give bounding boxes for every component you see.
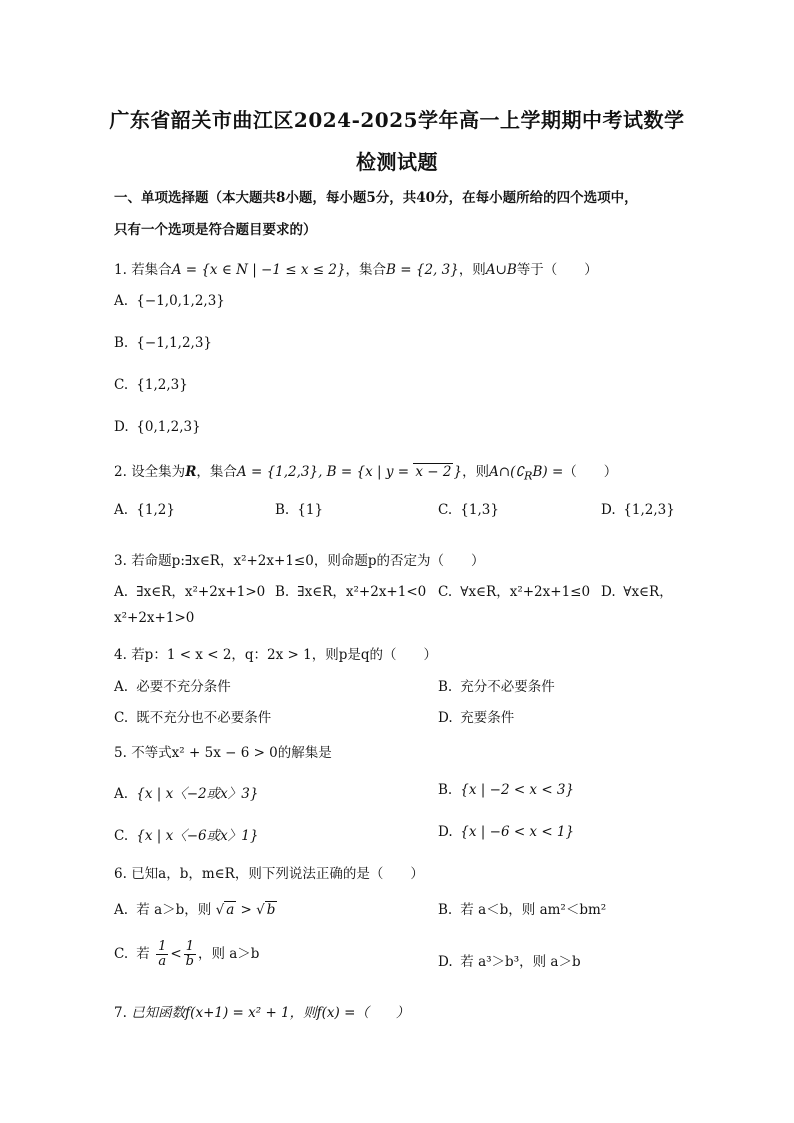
question-number: 2. — [114, 464, 127, 480]
q3-option-c[interactable]: C. ∀x∈R，x²+2x+1≤0 — [438, 584, 591, 600]
q4-option-b[interactable]: B. 充分不必要条件 — [438, 679, 555, 695]
question-number: 1. — [114, 262, 127, 278]
q1-option-d[interactable]: D. {0,1,2,3} — [114, 419, 201, 435]
q2-option-a[interactable]: A. {1,2} — [114, 502, 175, 518]
sqrt-expr: x − 2 — [415, 464, 452, 480]
question-7: 7. 已知函数f(x+1) = x² + 1，则f(x) =（ ） — [114, 1005, 410, 1021]
q6-option-b[interactable]: B. 若 a＜b，则 am²＜bm² — [438, 902, 607, 918]
q5-option-a[interactable]: A. {x | x〈−2或x〉3} — [114, 786, 259, 802]
question-2: 2. 设全集为R，集合A = {1,2,3}, B = {x | y = x − 2 }，则$A\cap(∁_RB)$ =（ ） — [114, 464, 618, 483]
q6-option-c[interactable]: C. 若 $\frac{1}{a}$ < $\frac{1}{b}$ ，则 a＞b — [114, 939, 260, 969]
q6-option-a[interactable]: A. 若 a＞b，则 √ a > √ b — [114, 902, 276, 918]
question-6: 6. 已知a，b，m∈R，则下列说法正确的是（ ） — [114, 866, 424, 882]
q5-option-c[interactable]: C. {x | x〈−6或x〉1} — [114, 828, 259, 844]
complement-expr: $A\cap(∁_RB)$ = — [489, 464, 564, 483]
question-number: 5. — [114, 745, 127, 761]
question-1: 1. 若集合A = {x ∈ N | −1 ≤ x ≤ 2}，集合B = {2, 3}，则A∪B等于（ ） — [114, 262, 598, 278]
question-3: 3. 若命题p:∃x∈R，x²+2x+1≤0，则命题p的否定为（ ） — [114, 553, 485, 569]
q3-option-a[interactable]: A. ∃x∈R，x²+2x+1>0 — [114, 584, 266, 600]
q2-option-d[interactable]: D. {1,2,3} — [601, 502, 675, 518]
section-heading-line1: 一、单项选择题（本大题共8小题，每小题5分，共40分，在每小题所给的四个选项中， — [114, 190, 638, 206]
fraction-1-over-b: $\frac{1}{b}$ — [185, 939, 194, 969]
q3-option-b[interactable]: B. ∃x∈R，x²+2x+1<0 — [275, 584, 427, 600]
question-5: 5. 不等式x² + 5x − 6 > 0的解集是 — [114, 745, 332, 761]
union-expr: A∪B — [485, 262, 517, 278]
q6-option-d[interactable]: D. 若 a³＞b³，则 a＞b — [438, 954, 581, 970]
q5-option-b[interactable]: B. {x | −2 < x < 3} — [438, 782, 575, 798]
q4-option-a[interactable]: A. 必要不充分条件 — [114, 679, 231, 695]
q4-option-c[interactable]: C. 既不充分也不必要条件 — [114, 710, 272, 726]
q2-option-b[interactable]: B. {1} — [275, 502, 324, 518]
set-a: A = {x ∈ N | −1 ≤ x ≤ 2} — [171, 262, 346, 278]
q5-option-d[interactable]: D. {x | −6 < x < 1} — [438, 824, 575, 840]
q3-option-d-continued: x²+2x+1>0 — [114, 610, 195, 626]
q2-option-c[interactable]: C. {1,3} — [438, 502, 499, 518]
set-b: B = {2, 3} — [386, 262, 459, 278]
q4-option-d[interactable]: D. 充要条件 — [438, 710, 515, 726]
question-number: 3. — [114, 553, 127, 569]
question-4: 4. 若p：1 < x < 2，q：2x > 1，则p是q的（ ） — [114, 647, 438, 663]
question-number: 7. — [114, 1005, 127, 1021]
q1-option-b[interactable]: B. {−1,1,2,3} — [114, 335, 213, 351]
exam-title-line1: 广东省韶关市曲江区2024-2025学年高一上学期期中考试数学 — [109, 108, 685, 132]
question-number: 6. — [114, 866, 127, 882]
q1-option-c[interactable]: C. {1,2,3} — [114, 377, 188, 393]
section-heading-line2: 只有一个选项是符合题目要求的） — [114, 222, 317, 238]
question-number: 4. — [114, 647, 127, 663]
q1-option-a[interactable]: A. {−1,0,1,2,3} — [114, 293, 225, 309]
exam-title-line2: 检测试题 — [356, 150, 438, 174]
sets-ab: A = {1,2,3}, B = {x | y = — [236, 464, 414, 480]
q3-option-d[interactable]: D. ∀x∈R， — [601, 584, 673, 600]
fraction-1-over-a: $\frac{1}{a}$ — [158, 939, 167, 969]
